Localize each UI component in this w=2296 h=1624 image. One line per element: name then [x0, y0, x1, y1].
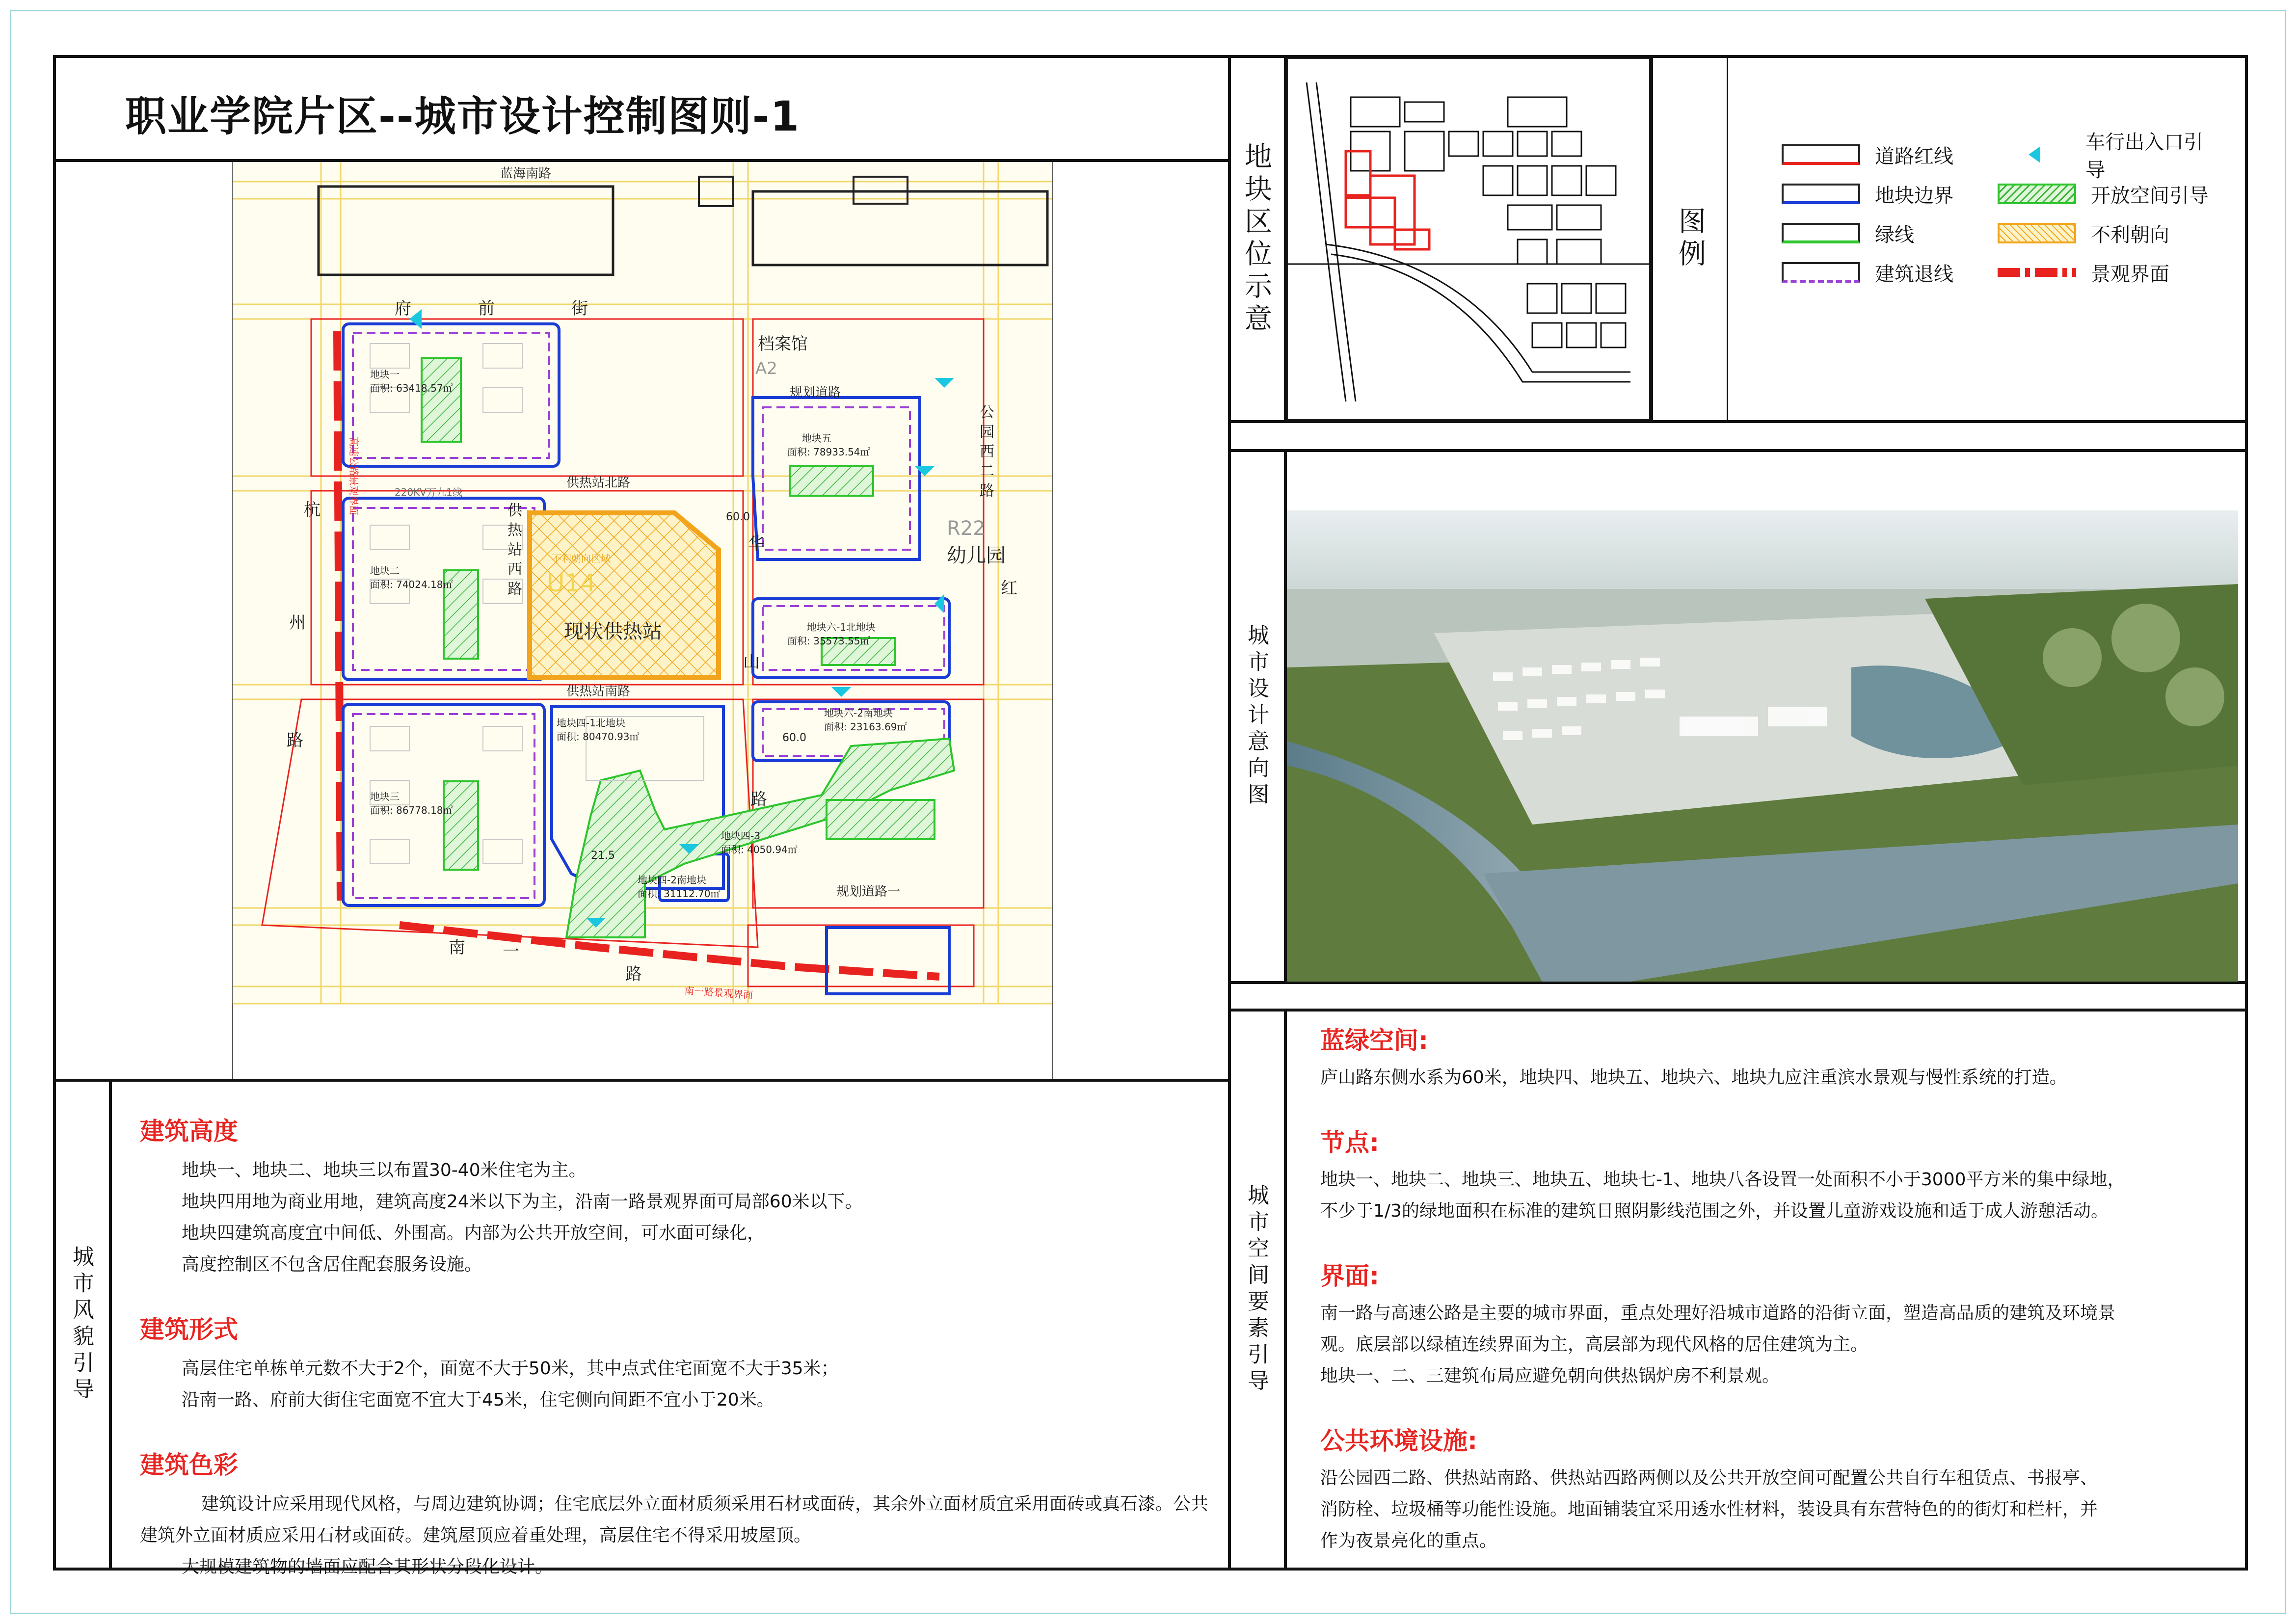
width-60-a: 60.0: [726, 511, 750, 523]
road-label-gongyuan-1: 公: [980, 404, 994, 421]
spatial-label: 城市空间要素引导: [1228, 1009, 1287, 1571]
plot-area: 面积: 31112.70㎡: [638, 888, 721, 900]
red-line-icon: [1782, 144, 1860, 165]
text-line: 庐山路东侧水系为60米，地块四、地块五、地块六、地块九应注重滨水景观与慢性系统的打造。: [1320, 1067, 2067, 1088]
road-label-hangzhou-1: 杭: [304, 500, 320, 520]
heat-station-label: 现状供热站: [564, 620, 662, 643]
legend-item-road: [1782, 135, 1998, 174]
highway-interface-label: 高速公路景观界面: [348, 437, 360, 515]
control-map: [56, 162, 1228, 1079]
section-nodes: [1320, 1123, 2233, 1227]
section-heading: 界面:: [1320, 1262, 1379, 1290]
legend-item-setback: [1782, 253, 1998, 292]
legend-item-orientation: [1998, 213, 2214, 253]
road-label-guihua2: 规划道路一: [836, 884, 901, 899]
text-line: 大规模建筑物的墙面应配合其形状分段化设计。: [182, 1557, 553, 1577]
road-label-gongrexi-2: 热: [507, 522, 522, 539]
legend-label-text: 绿线: [1875, 223, 1914, 246]
legend-label-text: 景观界面: [2091, 263, 2169, 286]
width-215: 21.5: [591, 850, 615, 862]
text-line: 地块四用地为商业用地，建筑高度24米以下为主，沿南一路景观界面可局部60米以下。: [182, 1192, 863, 1212]
road-label-nanyi-2: 一: [503, 942, 519, 961]
legend-label-text: 地块边界: [1875, 184, 1953, 207]
section-color: [140, 1445, 1210, 1583]
road-label-gongyuan-3: 西: [980, 443, 994, 460]
section-public-facilities: [1320, 1421, 2233, 1557]
text-line: 观。底层部以绿植连续界面为主，高层部为现代风格的居住建筑为主。: [1320, 1334, 1869, 1355]
green-line-icon: [1782, 223, 1860, 243]
road-label-gongyuan-4: 二: [980, 463, 994, 480]
archive-label: 档案馆: [758, 334, 808, 354]
blue-line-icon: [1782, 184, 1860, 204]
road-label-gongrexi-5: 路: [507, 581, 522, 598]
section-heading: 建筑形式: [140, 1315, 238, 1344]
legend-item-open-space: [1998, 174, 2214, 213]
road-label-fuqian-1: 府: [395, 299, 411, 319]
legend-grid: [1782, 131, 2233, 292]
plot-name: 地块四-3: [721, 830, 760, 842]
legend-label-text: 车行出入口引导: [2085, 131, 2204, 182]
aerial-render: [1287, 510, 2238, 982]
legend-label-text: 不利朝向: [2091, 223, 2169, 246]
road-label-gongrexi-4: 西: [507, 561, 522, 578]
intent-label: 城市设计意向图: [1228, 449, 1287, 984]
a2-label: A2: [755, 359, 777, 378]
section-height: [140, 1112, 1210, 1280]
road-label-fuqian-3: 街: [571, 299, 588, 319]
road-label-gongyuan-5: 路: [980, 482, 994, 500]
plot-name: 地块六-1北地块: [807, 621, 876, 633]
townscape-content: [140, 1112, 1210, 1583]
plot-name: 地块六-2南地块: [824, 707, 893, 719]
text-line: 地块一、地块二、地块三以布置30-40米住宅为主。: [182, 1160, 587, 1180]
orange-hatch-icon: [1998, 223, 2076, 243]
plot-area: 面积: 63418.57㎡: [370, 382, 453, 394]
section-heading: 建筑高度: [140, 1117, 238, 1145]
road-label-fuqian-2: 前: [478, 299, 495, 319]
section-heading: 蓝绿空间:: [1320, 1026, 1428, 1055]
legend-label: 图例: [1674, 207, 1706, 271]
text-line: 建筑设计应采用现代风格，与周边建筑协调；住宅底层外立面材质须采用石材或面砖，其余外立面材质宜采用面砖或真石漆。公共: [201, 1494, 1209, 1514]
road-label-nanyi-3: 路: [625, 964, 642, 984]
legend-item-green: [1782, 213, 1998, 253]
highway-interface-line: [337, 331, 341, 901]
section-blue-green: [1320, 1021, 2233, 1093]
plot-area: 面积: 74024.18㎡: [370, 579, 453, 590]
red-dash-icon: [1998, 268, 2076, 277]
section-heading: 节点:: [1320, 1128, 1379, 1157]
road-label-hong: 红: [1001, 579, 1017, 598]
plot-name: 地块四-2南地块: [638, 874, 706, 886]
entry-arrow-icon: [1998, 144, 2071, 165]
plot-area: 面积: 86778.18㎡: [370, 804, 453, 816]
legend-item-interface: [1998, 253, 2214, 292]
plot-area: 面积: 35573.55㎡: [787, 635, 870, 647]
location-label: 地块区位示意: [1228, 55, 1287, 423]
section-heading: 公共环境设施:: [1320, 1427, 1477, 1455]
road-label-gongrebei: 供热站北路: [566, 476, 631, 490]
plot-area: 面积: 4050.94㎡: [721, 844, 798, 855]
legend-label-text: 建筑退线: [1875, 263, 1953, 286]
road-label-gongyuan-2: 园: [980, 424, 994, 441]
kindergarten-label: 幼儿园: [947, 544, 1006, 567]
plot-name: 地块二: [370, 565, 400, 577]
legend-item-plot: [1782, 174, 1998, 213]
nanyi-interface-label: 南一路景观界面: [684, 985, 753, 1001]
location-map: [1287, 58, 1650, 420]
plot-name: 地块一: [370, 369, 400, 380]
text-line: 作为夜景亮化的重点。: [1320, 1531, 1497, 1551]
road-label-gongrexi-3: 站: [507, 541, 522, 559]
text-line: 高层住宅单栋单元数不大于2个，面宽不大于50米，其中点式住宅面宽不大于35米；: [182, 1358, 839, 1379]
text-line: 高度控制区不包含居住配套服务设施。: [182, 1254, 482, 1275]
plot-area: 面积: 78933.54㎡: [787, 446, 870, 458]
text-line: 消防栓、垃圾桶等功能性设施。地面铺装宜采用透水性材料，装设具有东营特色的的街灯和栏杆，并: [1320, 1499, 2098, 1519]
legend-divider-2: [1727, 58, 1728, 420]
legend-label-text: 道路红线: [1875, 145, 1953, 168]
road-label-nanyi-1: 南: [449, 938, 465, 958]
text-line: 沿公园西二路、供热站南路、供热站西路两侧以及公共开放空间可配置公共自行车租赁点、书报亭、: [1320, 1468, 2098, 1488]
plot-area: 面积: 80470.93㎡: [557, 731, 640, 743]
road-label-lanhai: 蓝海南路: [500, 166, 552, 181]
plot-area: 面积: 23163.69㎡: [824, 721, 907, 733]
text-line: 不少于1/3的绿地面积在标准的建筑日照阴影线范围之外，并设置儿童游戏设施和适于成人游憩活动。: [1320, 1201, 2109, 1221]
spatial-content: [1320, 1021, 2233, 1557]
road-label-hangzhou-2: 州: [289, 613, 306, 633]
legend-label-text: 开放空间引导: [2091, 184, 2209, 207]
r22-label: R22: [947, 517, 986, 540]
road-label-huashan-2: 山: [743, 652, 760, 672]
green-hatch-icon: [1998, 184, 2076, 204]
legend-item-entry: [1998, 131, 2214, 182]
townscape-label: 城市风貌引导: [53, 1079, 112, 1571]
plot-name: 地块五: [802, 432, 831, 444]
text-line: 地块一、二、三建筑布局应避免朝向供热锅炉房不利景观。: [1320, 1366, 1780, 1386]
plot-name: 地块四-1北地块: [557, 717, 625, 729]
text-line: 地块四建筑高度宜中间低、外围高。内部为公共开放空间，可水面可绿化，: [182, 1223, 765, 1243]
width-60-b: 60.0: [782, 732, 806, 744]
power-line-label: 220KV万九1线: [395, 486, 462, 498]
road-label-gongrexi-1: 供: [507, 502, 522, 519]
text-line: 建筑外立面材质应采用石材或面砖。建筑屋顶应着重处理，高层住宅不得采用坡屋顶。: [140, 1525, 812, 1545]
text-line: 南一路与高速公路是主要的城市界面，重点处理好沿城市道路的沿街立面，塑造高品质的建筑及环境景: [1320, 1303, 2116, 1323]
page-title: 职业学院片区--城市设计控制图则-1: [125, 92, 801, 140]
u14-label: U14: [547, 569, 596, 597]
road-label-huashan-1: 华: [748, 534, 765, 554]
road-label-guihua1: 规划道路: [790, 385, 841, 400]
road-label-hangzhou-3: 路: [287, 731, 303, 750]
road-label-huashan-3: 路: [750, 790, 767, 809]
purple-dash-icon: [1782, 262, 1860, 283]
text-line: 地块一、地块二、地块三、地块五、地块七-1、地块八各设置一处面积不小于3000平方米的集中绿地，: [1320, 1170, 2125, 1190]
text-line: 沿南一路、府前大街住宅面宽不宜大于45米，住宅侧向间距不宜小于20米。: [182, 1390, 774, 1410]
heat-top-label: 不利朝向区域: [552, 553, 611, 564]
plot-name: 地块三: [370, 791, 400, 802]
section-interface: [1320, 1256, 2233, 1392]
section-form: [140, 1310, 1210, 1416]
road-label-gongrenan: 供热站南路: [566, 684, 631, 699]
section-heading: 建筑色彩: [140, 1451, 238, 1479]
